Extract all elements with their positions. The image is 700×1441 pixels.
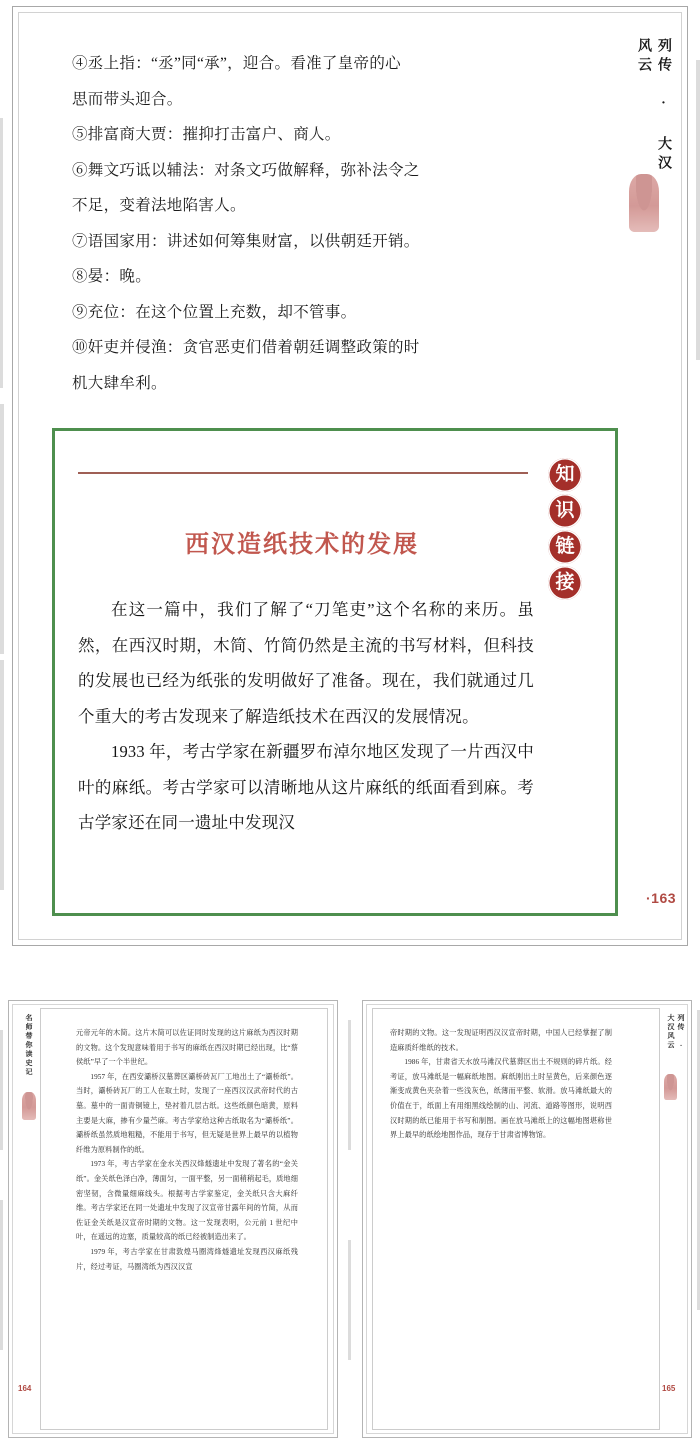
knowledge-paragraph: 1933 年，考古学家在新疆罗布淖尔地区发现了一片西汉中叶的麻纸。考古学家可以清晰地从这片麻纸的纸面看到麻。考古学家还在同一遗址中发现汉 — [78, 742, 534, 832]
annotation-item: 思而带头迎合。 — [72, 90, 183, 108]
annotation-item: 不足，变着法地陷害人。 — [72, 197, 246, 214]
page-number: ·163 — [646, 890, 677, 906]
body-paragraph: 1986 年，甘肃省天水放马滩汉代墓葬区出土不规则的碎片纸。经考证，放马滩纸是一幅麻纸地图。麻纸刚出土时呈黄色，后来颜色逐渐变成黄色夹杂着一些浅灰色，纸薄而平整、软滑。放马滩纸最大的价值在于，纸面上有用细黑线绘制的山、河流、道路等图形，说明西汉时期的纸已能用于书写和制图。画在放马滩纸上的这幅地图堪称世界上最早的纸绘地图作品，现存于甘肃省博物馆。 — [390, 1058, 612, 1140]
body-paragraph: 元帝元年的木简。这片木简可以佐证同时发现的这片麻纸为西汉时期的文物。这个发现意味着用于书写的麻纸在西汉时期已经出现，比“蔡侯纸”早了一个半世纪。 — [76, 1029, 298, 1067]
scan-edge-artifact — [348, 1020, 351, 1150]
scholar-figurine-icon — [629, 174, 659, 232]
scan-edge-artifact — [0, 1030, 3, 1150]
knowledge-paragraph: 在这一篇中，我们了解了“刀笔吏”这个名称的来历。虽然，在西汉时期，木简、竹简仍然是主流的书写材料，但科技的发展也已经为纸张的发明做好了准备。现在，我们就通过几个重大的考古发现来了解造纸技术在西汉的发展情况。 — [78, 600, 534, 726]
scan-edge-artifact — [0, 660, 4, 890]
seal-char-icon: 链 — [548, 530, 582, 564]
scan-edge-artifact — [696, 60, 700, 360]
body-paragraph: 1979 年，考古学家在甘肃敦煌马圈湾烽燧遗址发现西汉麻纸残片，经过考证，马圈湾纸为西汉汉宣 — [76, 1247, 298, 1271]
body-paragraph: 1973 年，考古学家在金水关西汉烽燧遗址中发现了著名的“金关纸”。金关纸色泽白净，薄面匀，一面平整，另一面稍稍起毛，质地细密坚韧，含微量细麻线头。根据考古学家鉴定，金关纸只含大麻纤维。考古学家还在同一处遗址中发现了汉宣帝甘露年间的竹简，从而佐证金关纸是汉宣帝时期的文物。这一发现表明，公元前 1 世纪中叶，在遥远的边塞，质量较高的纸已经被制造出来了。 — [76, 1160, 298, 1242]
annotation-item: ⑥舞文巧诋以辅法：对条文巧做解释，弥补法令之 — [72, 161, 420, 179]
body-paragraph: 帝时期的文物。这一发现证明西汉汉宣帝时期，中国人已经掌握了制造麻质纤维纸的技术。 — [390, 1029, 612, 1052]
page-number: 164 — [18, 1384, 32, 1393]
seal-char-icon: 接 — [548, 566, 582, 600]
seal-char-icon: 识 — [548, 494, 582, 528]
chapter-side-label: 列传 · 大汉风云 — [667, 1014, 685, 1052]
scholar-figurine-icon — [22, 1092, 36, 1120]
body-paragraph: 1957 年，在西安灞桥汉墓葬区灞桥砖瓦厂工地出土了“灞桥纸”。当时，灞桥砖瓦厂的工人在取土时，发现了一座西汉汉武帝时代的古墓。墓中的一面青铜镜上，垫衬着几层古纸。这些纸颜色暗黄，原料主要是大麻，掺有少量苎麻。考古学家给这种古纸取名为“灞桥纸”。灞桥纸虽然质地粗糙，不能用于书写，但无疑是世界上最早的以植物纤维为原料制作的纸。 — [76, 1072, 298, 1154]
book-page-165 — [362, 1000, 692, 1438]
page-number: 165 — [662, 1384, 676, 1393]
scan-edge-artifact — [0, 404, 4, 654]
series-side-label: 名师带你读史记 — [25, 1014, 33, 1077]
knowledge-box-divider — [78, 472, 528, 474]
annotation-item: ⑧晏：晚。 — [72, 268, 152, 285]
seal-char-icon: 知 — [548, 458, 582, 492]
scan-edge-artifact — [0, 1200, 3, 1350]
annotation-item: ⑦语国家用：讲述如何筹集财富，以供朝廷开销。 — [72, 232, 420, 250]
annotation-item: ⑤排富商大贾：摧抑打击富户、商人。 — [72, 126, 341, 143]
knowledge-box-body — [78, 592, 534, 841]
scan-edge-artifact — [0, 118, 3, 388]
page-body-text — [390, 1026, 612, 1143]
annotation-list — [72, 46, 542, 401]
knowledge-seal-column — [548, 458, 582, 600]
chapter-side-label: 列传 · 大汉风云 — [636, 38, 671, 174]
scholar-figurine-icon — [664, 1074, 677, 1100]
annotation-item: ⑨充位：在这个位置上充数，却不管事。 — [72, 303, 357, 321]
book-page-164 — [8, 1000, 338, 1438]
scan-edge-artifact — [348, 1240, 351, 1360]
knowledge-box-title: 西汉造纸技术的发展 — [185, 531, 419, 558]
annotation-item: 机大肆牟利。 — [72, 374, 167, 392]
page-body-text — [76, 1026, 298, 1274]
annotation-item: ⑩奸吏并侵渔：贪官恶吏们借着朝廷调整政策的时 — [72, 339, 420, 356]
annotation-item: ④丞上指：“丞”同“承”，迎合。看准了皇帝的心 — [72, 55, 401, 72]
